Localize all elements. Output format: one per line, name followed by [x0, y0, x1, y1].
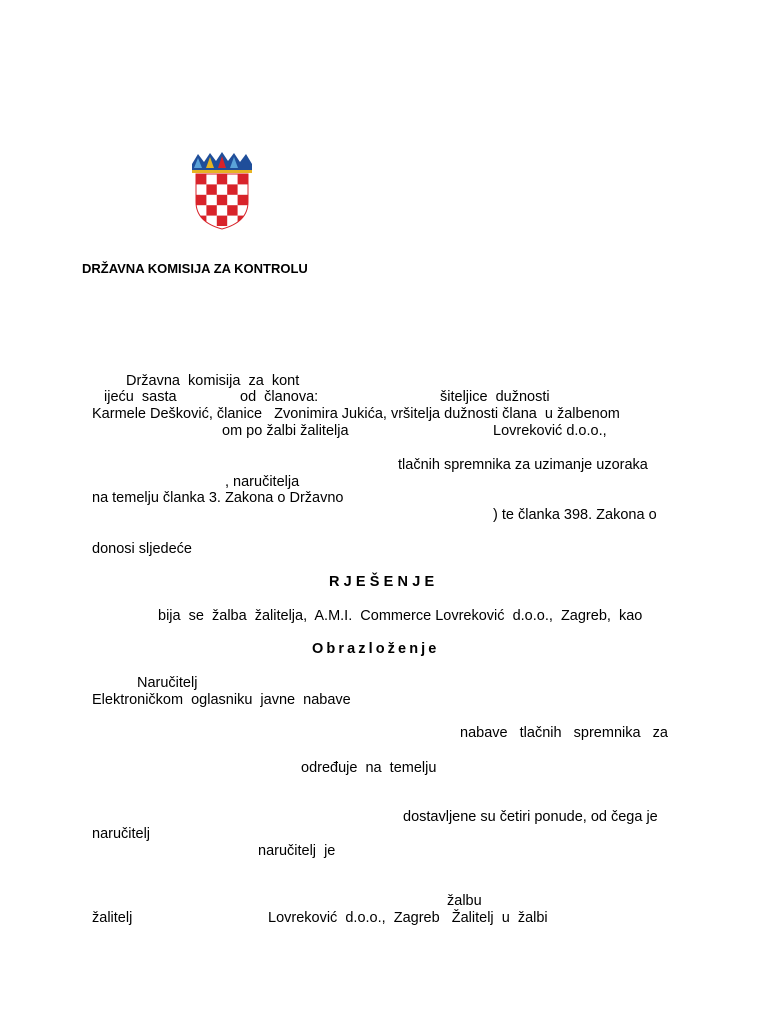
- decision-intro: donosi sljedeće: [92, 541, 192, 557]
- reasoning-line-9b: Lovreković d.o.o., Zagreb Žalitelj u žalbi: [268, 910, 548, 926]
- reasoning-line-5: dostavljene su četiri ponude, od čega je: [403, 809, 658, 825]
- reasoning-line-9a: žalitelj: [92, 910, 133, 926]
- crown-icon: [192, 152, 252, 173]
- intro-line-2c: šiteljice dužnosti: [440, 389, 550, 405]
- checkerboard-shield: [196, 174, 248, 230]
- coat-of-arms-icon: [190, 150, 254, 230]
- intro-line-4a: om po žalbi žalitelja: [222, 423, 349, 439]
- intro-line-2a: ijeću sasta: [104, 389, 177, 405]
- reasoning-line-4: određuje na temelju: [301, 760, 437, 776]
- intro-line-8: ) te članka 398. Zakona o: [493, 507, 657, 523]
- reasoning-line-2: Elektroničkom oglasniku javne nabave: [92, 692, 351, 708]
- intro-line-7: na temelju članka 3. Zakona o Državno: [92, 490, 344, 506]
- intro-line-2b: od članova:: [240, 389, 319, 405]
- reasoning-line-7: naručitelj je: [258, 843, 336, 859]
- reasoning-title: Obrazloženje: [312, 641, 440, 657]
- decision-title: RJEŠENJE: [329, 574, 439, 590]
- intro-line-5: tlačnih spremnika za uzimanje uzoraka: [398, 457, 648, 473]
- institution-heading: DRŽAVNA KOMISIJA ZA KONTROLU: [82, 261, 308, 276]
- reasoning-line-1: Naručitelj: [137, 675, 198, 691]
- reasoning-line-3: nabave tlačnih spremnika za: [460, 725, 668, 741]
- reasoning-line-8: žalbu: [447, 893, 482, 909]
- intro-line-4b: Lovreković d.o.o.,: [493, 423, 607, 439]
- decision-text: bija se žalba žalitelja, A.M.I. Commerce Lovreković d.o.o., Zagreb, kao: [158, 608, 643, 624]
- intro-line-1: Državna komisija za kont: [126, 373, 300, 389]
- reasoning-line-6: naručitelj: [92, 826, 151, 842]
- intro-line-3: Karmele Dešković, članice Zvonimira Jukića, vršitelja dužnosti člana u žalbenom: [92, 406, 620, 422]
- intro-line-6: , naručitelja: [225, 474, 300, 490]
